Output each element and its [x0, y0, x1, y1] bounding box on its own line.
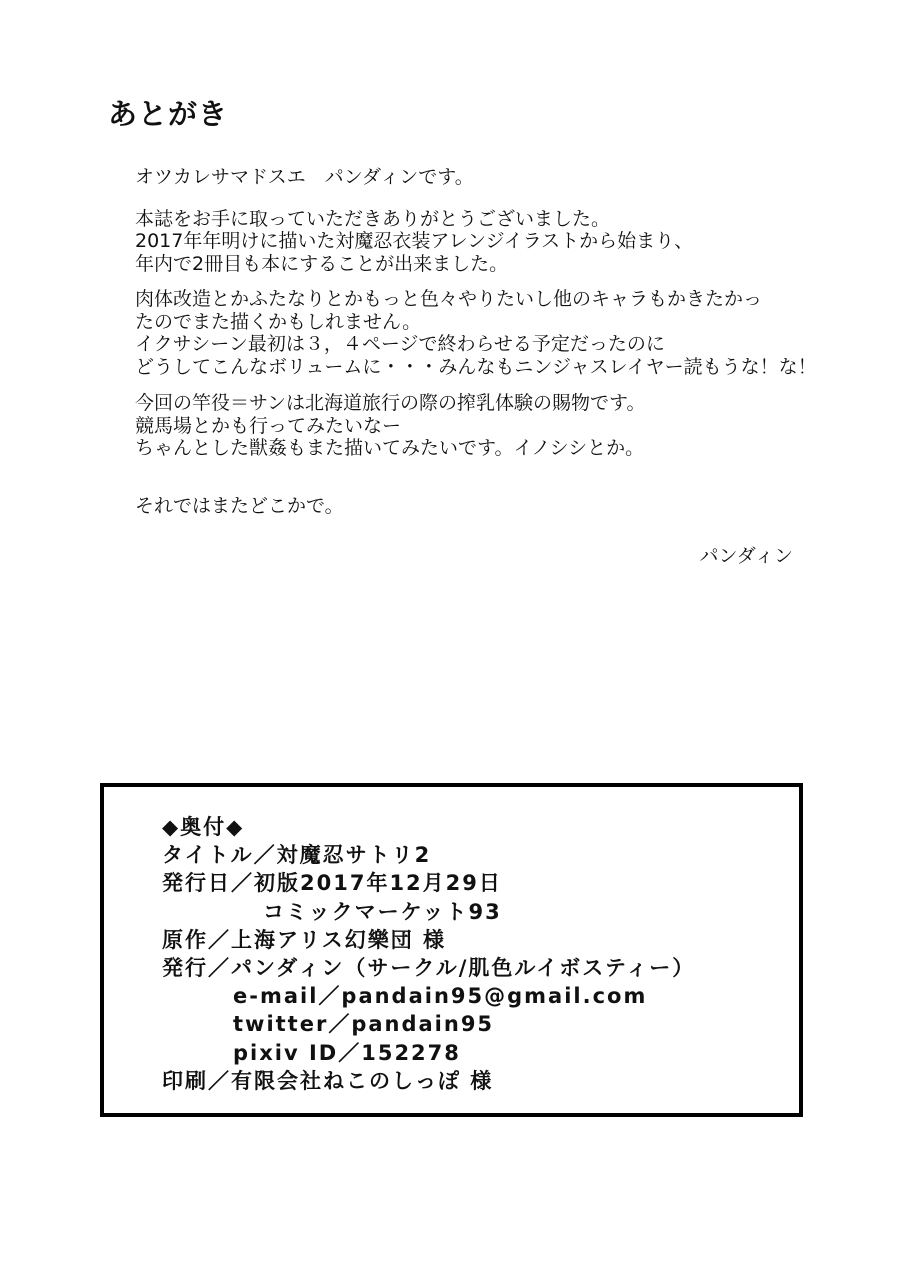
afterword-line: 年内で2冊目も本にすることが出来ました。: [135, 252, 509, 275]
afterword-line: どうしてこんなボリュームに・・・みんなもニンジャスレイヤー読もうな！な！: [135, 355, 817, 378]
colophon-content: [104, 787, 799, 1095]
afterword-paragraph: [135, 495, 793, 518]
afterword-line: 本誌をお手に取っていただきありがとうございました。: [135, 207, 611, 230]
afterword-body: [135, 166, 817, 517]
colophon-line: 発行／パンダィン（サークル/肌色ルイボスティー）: [162, 956, 696, 981]
colophon-line: 発行日／初版2017年12月29日: [162, 871, 502, 896]
afterword-line: 競馬場とかも行ってみたいなー: [135, 414, 402, 437]
colophon-line: 印刷／有限会社ねこのしっぽ 様: [162, 1068, 494, 1093]
colophon-box: [100, 783, 803, 1117]
colophon-line: twitter／pandain95: [233, 1012, 495, 1037]
colophon-line: 原作／上海アリス幻樂団 様: [162, 927, 447, 952]
page-title: あとがき: [108, 97, 229, 131]
afterword-line: 2017年年明けに描いた対魔忍衣装アレンジイラストから始まり、: [135, 230, 694, 252]
afterword-line: 肉体改造とかふたなりとかもっと色々やりたいし他のキャラもかきたかっ: [135, 288, 763, 310]
colophon-line: コミックマーケット93: [263, 899, 502, 924]
afterword-paragraph: [135, 288, 817, 378]
afterword-paragraph: [135, 166, 793, 189]
colophon-line: pixiv ID／152278: [233, 1040, 461, 1065]
afterword-line: たのでまた描くかもしれません。: [135, 310, 422, 333]
afterword-line: ちゃんとした獣姦もまた描いてみたいです。イノシシとか。: [135, 437, 645, 459]
afterword-line: 今回の竿役＝サンは北海道旅行の際の搾乳体験の賜物です。: [135, 392, 646, 414]
colophon-line: タイトル／対魔忍サトリ2: [162, 843, 432, 868]
afterword-paragraph: [135, 392, 793, 460]
afterword-line: イクサシーン最初は３，４ページで終わらせる予定だったのに: [135, 333, 665, 355]
afterword-line: オツカレサマドスエ パンダィンです。: [135, 166, 474, 188]
author-signature: パンダィン: [699, 545, 793, 567]
afterword-paragraph: [135, 208, 793, 276]
colophon-heading: ◆奥付◆: [162, 815, 245, 839]
afterword-line: それではまたどこかで。: [135, 494, 344, 517]
colophon-line: e-mail／pandain95@gmail.com: [233, 984, 648, 1009]
